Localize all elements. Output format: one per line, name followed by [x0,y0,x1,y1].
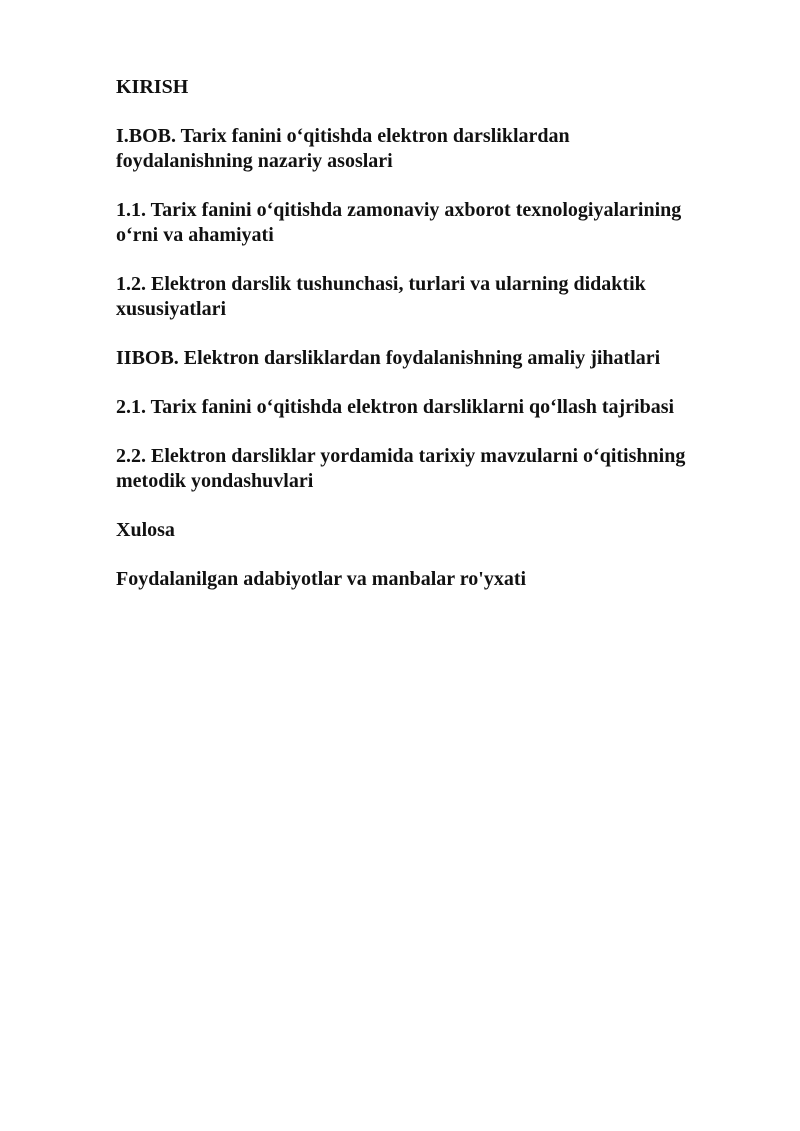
toc-entry-line: 1.2. Elektron darslik tushunchasi, turlari va ularning didaktik [116,273,646,295]
toc-entry-line: foydalanishning nazariy asoslari [116,150,393,172]
toc-entry-chapter-2 [116,346,746,371]
toc-entry-chapter-1 [116,124,746,174]
toc-entry-section-1-1 [116,198,746,248]
toc-entry-kirish [116,75,746,100]
toc-entry-line: Xulosa [116,519,175,541]
toc-entry-line: I.BOB. Tarix fanini o‘qitishda elektron darsliklardan [116,125,570,147]
toc-entry-line: xususiyatlari [116,298,227,320]
toc-entry-line: 2.1. Tarix fanini o‘qitishda elektron darsliklarni qo‘llash tajribasi [116,396,675,418]
toc-entry-xulosa [116,518,746,543]
toc-entry-line: KIRISH [116,76,189,98]
toc-entry-line: Foydalanilgan adabiyotlar va manbalar ro'yxati [116,568,527,590]
toc-entry-section-1-2 [116,272,746,322]
toc-entry-section-2-2 [116,444,746,494]
toc-entry-line: metodik yondashuvlari [116,470,314,492]
table-of-contents [116,75,746,616]
toc-entry-line: IIBOB. Elektron darsliklardan foydalanishning amaliy jihatlari [116,347,661,369]
toc-entry-section-2-1 [116,395,746,420]
toc-entry-line: o‘rni va ahamiyati [116,224,274,246]
toc-entry-line: 1.1. Tarix fanini o‘qitishda zamonaviy axborot texnologiyalarining [116,199,682,221]
toc-entry-line: 2.2. Elektron darsliklar yordamida tarixiy mavzularni o‘qitishning [116,445,686,467]
toc-entry-references [116,567,746,592]
